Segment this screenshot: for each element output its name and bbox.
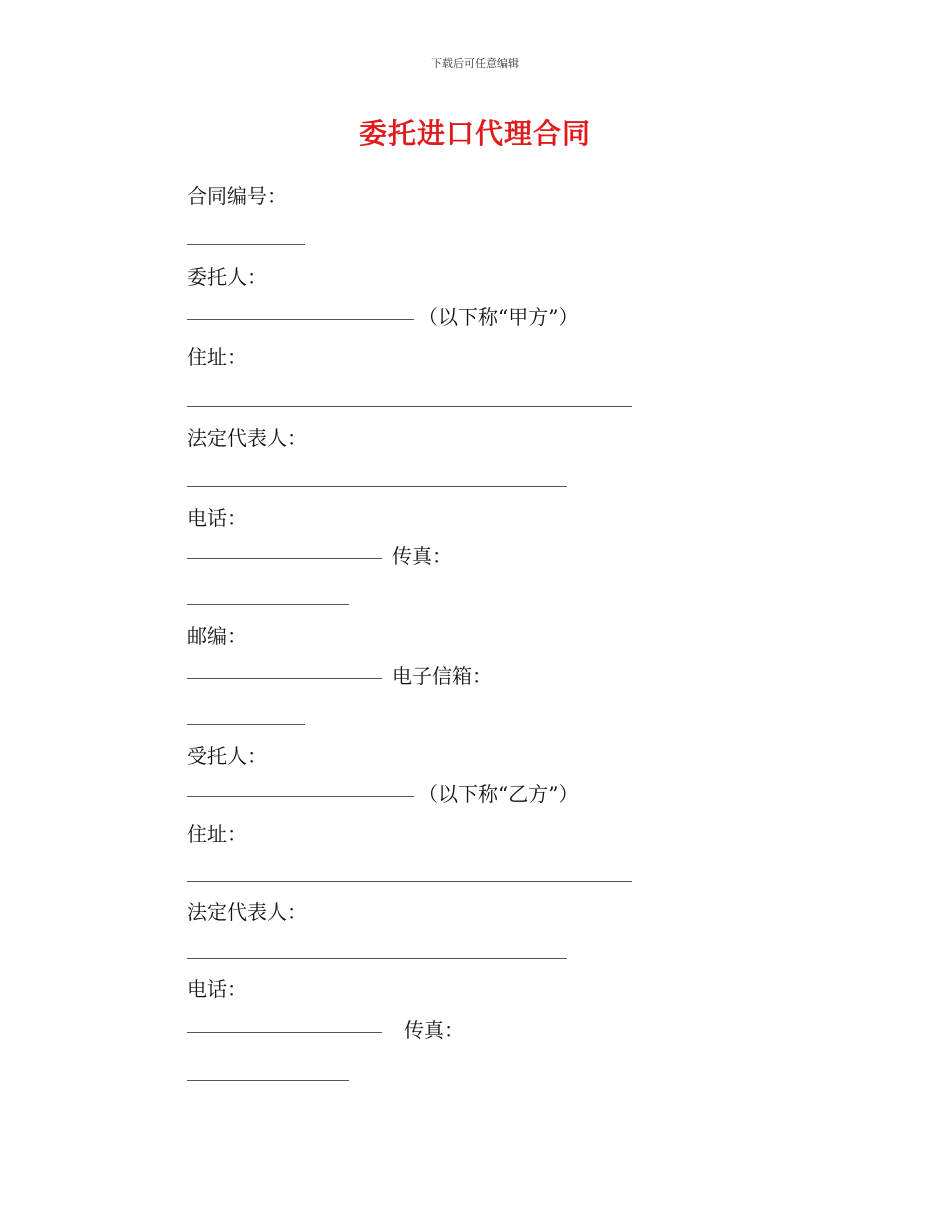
agent-suffix: （以下称“乙方”）	[418, 782, 579, 806]
legal-rep-blank-row-principal	[187, 470, 567, 498]
address-blank-agent[interactable]	[187, 881, 632, 882]
legal-rep-label-principal: 法定代表人：	[187, 426, 307, 450]
principal-label: 委托人：	[187, 265, 267, 289]
email-blank-row	[187, 708, 305, 736]
principal-name-blank[interactable]	[187, 319, 414, 320]
contract-no-blank[interactable]	[187, 244, 305, 245]
address-blank-row-agent	[187, 865, 632, 893]
contract-no-label: 合同编号：	[187, 184, 287, 208]
agent-label: 受托人：	[187, 744, 267, 768]
phone-label-agent: 电话：	[187, 977, 247, 1001]
email-blank[interactable]	[187, 724, 305, 725]
agent-name-blank[interactable]	[187, 796, 414, 797]
fax-blank-row-agent	[187, 1064, 349, 1092]
address-blank-row-principal	[187, 390, 632, 418]
address-blank-principal[interactable]	[187, 406, 632, 407]
fax-label-principal: 传真：	[392, 544, 452, 568]
phone-fax-row-agent	[187, 1016, 464, 1044]
fax-blank-row-principal	[187, 588, 349, 616]
address-label-agent: 住址：	[187, 822, 247, 846]
postcode-label: 邮编：	[187, 624, 247, 648]
header-note: 下载后可任意编辑	[431, 57, 519, 70]
address-label-principal: 住址：	[187, 345, 247, 369]
principal-row	[187, 303, 578, 331]
email-label: 电子信箱：	[392, 664, 492, 688]
contract-no-blank-row	[187, 228, 305, 256]
agent-row	[187, 780, 578, 808]
postcode-blank[interactable]	[187, 678, 382, 679]
legal-rep-label-agent: 法定代表人：	[187, 900, 307, 924]
phone-blank-principal[interactable]	[187, 558, 382, 559]
fax-blank-principal[interactable]	[187, 604, 349, 605]
fax-label-agent: 传真：	[404, 1018, 464, 1042]
phone-fax-row-principal	[187, 542, 452, 570]
principal-suffix: （以下称“甲方”）	[418, 305, 579, 329]
postcode-email-row	[187, 662, 492, 690]
phone-blank-agent[interactable]	[187, 1032, 382, 1033]
legal-rep-blank-row-agent	[187, 942, 567, 970]
legal-rep-blank-principal[interactable]	[187, 486, 567, 487]
document-title: 委托进口代理合同	[358, 117, 591, 150]
phone-label-principal: 电话：	[187, 506, 247, 530]
fax-blank-agent[interactable]	[187, 1080, 349, 1081]
legal-rep-blank-agent[interactable]	[187, 958, 567, 959]
